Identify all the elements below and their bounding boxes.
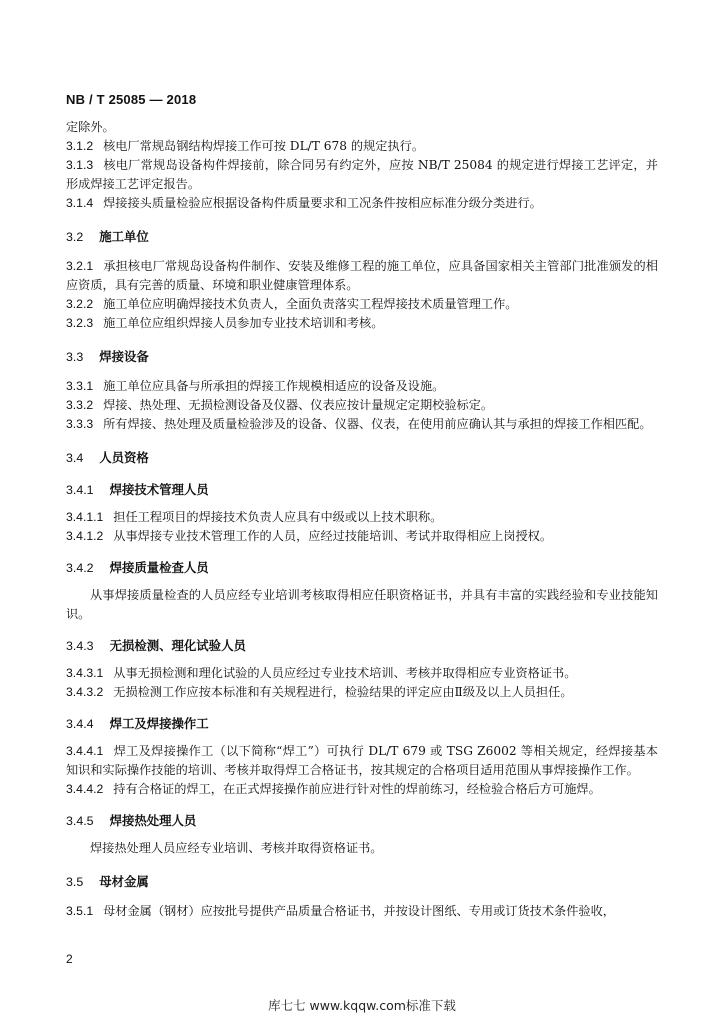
- clause-paragraph: [66, 527, 658, 546]
- clause-text: 焊接热处理人员应经专业培训、考核并取得资格证书。: [90, 841, 383, 855]
- standard-code-header: NB / T 25085 — 2018: [66, 92, 197, 107]
- clause-text: 从事无损检测和理化试验的人员应经过专业技术培训、考核并取得相应专业资格证书。: [113, 666, 577, 680]
- clause-paragraph: [66, 137, 658, 156]
- clause-text: 无损检测、理化试验人员: [109, 638, 246, 653]
- clause-number: 3.1.4: [66, 196, 94, 210]
- subsection-heading: [66, 558, 658, 578]
- subsection-heading: [66, 636, 658, 656]
- clause-text: 焊接接头质量检验应根据设备构件质量要求和工况条件按相应标准分级分类进行。: [103, 196, 542, 210]
- clause-number: 3.5: [66, 875, 84, 889]
- clause-text: 核电厂常规岛钢结构焊接工作可按 DL/T 678 的规定执行。: [103, 139, 425, 153]
- clause-paragraph: [66, 902, 658, 921]
- clause-text: 焊接质量检查人员: [109, 560, 209, 575]
- clause-number: 3.4.1.1: [66, 510, 104, 524]
- document-body: [66, 118, 658, 921]
- clause-number: 3.3: [66, 350, 84, 364]
- section-heading: [66, 872, 658, 892]
- clause-text: 从事焊接质量检查的人员应经专业培训考核取得相应任职资格证书，并具有丰富的实践经验和专业技能知识。: [66, 588, 658, 621]
- clause-text: 焊工及焊接操作工: [109, 716, 209, 731]
- clause-text: 焊接、热处理、无损检测设备及仪器、仪表应按计量规定定期校验标定。: [103, 398, 494, 412]
- clause-number: 3.4.3: [66, 639, 94, 653]
- clause-number: 3.1.2: [66, 139, 94, 153]
- clause-text: 定除外。: [66, 120, 115, 134]
- clause-number: 3.3.3: [66, 417, 94, 431]
- clause-number: 3.3.1: [66, 379, 94, 393]
- section-heading: [66, 347, 658, 367]
- clause-text: 母材金属: [99, 874, 149, 889]
- clause-text: 所有焊接、热处理及质量检验涉及的设备、仪器、仪表，在使用前应确认其与承担的焊接工作相匹配。: [103, 417, 652, 431]
- clause-paragraph: [66, 415, 658, 434]
- clause-text: 持有合格证的焊工，在正式焊接操作前应进行针对性的焊前练习，经检验合格后方可施焊。: [113, 782, 601, 796]
- page-number: 2: [66, 952, 73, 966]
- clause-number: 3.4.1.2: [66, 529, 104, 543]
- clause-paragraph: [66, 683, 658, 702]
- paragraph: [66, 586, 658, 624]
- clause-paragraph: [66, 742, 658, 780]
- clause-number: 3.5.1: [66, 904, 94, 918]
- subsection-heading: [66, 714, 658, 734]
- clause-number: 3.4.5: [66, 814, 94, 828]
- clause-text: 担任工程项目的焊接技术负责人应具有中级或以上技术职称。: [113, 510, 443, 524]
- clause-text: 施工单位: [99, 229, 149, 244]
- clause-number: 3.3.2: [66, 398, 94, 412]
- clause-number: 3.2.3: [66, 316, 94, 330]
- clause-number: 3.4.1: [66, 483, 94, 497]
- clause-text: 承担核电厂常规岛设备构件制作、安装及维修工程的施工单位，应具备国家相关主管部门批准颁发的相应资质，具有完善的质量、环境和职业健康管理体系。: [66, 259, 658, 292]
- clause-number: 3.4.4.1: [66, 744, 104, 758]
- clause-paragraph: [66, 396, 658, 415]
- clause-text: 施工单位应具备与所承担的焊接工作规模相适应的设备及设施。: [103, 379, 445, 393]
- clause-number: 3.2.2: [66, 297, 94, 311]
- clause-paragraph: [66, 377, 658, 396]
- section-heading: [66, 448, 658, 468]
- clause-text: 从事焊接专业技术管理工作的人员，应经过技能培训、考试并取得相应上岗授权。: [113, 529, 553, 543]
- paragraph: [66, 839, 658, 858]
- clause-number: 3.2: [66, 230, 84, 244]
- clause-paragraph: [66, 257, 658, 295]
- clause-paragraph: [66, 664, 658, 683]
- clause-text: 焊工及焊接操作工（以下简称“焊工”）可执行 DL/T 679 或 TSG Z6002 等相关规定，经焊接基本知识和实际操作技能的培训、考核并取得焊工合格证书，按其规定的合格项目适用范围从事焊接操作工作。: [66, 744, 658, 777]
- download-source-footer: 库七七 www.kqqw.com标准下载: [268, 998, 456, 1013]
- clause-text: 焊接技术管理人员: [109, 482, 209, 497]
- clause-paragraph: [66, 508, 658, 527]
- clause-paragraph: [66, 314, 658, 333]
- subsection-heading: [66, 480, 658, 500]
- clause-paragraph: [66, 780, 658, 799]
- clause-number: 3.4.3.2: [66, 685, 104, 699]
- clause-text: 核电厂常规岛设备构件焊接前，除合同另有约定外，应按 NB/T 25084 的规定进行焊接工艺评定，并形成焊接工艺评定报告。: [66, 158, 658, 191]
- clause-text: 焊接设备: [99, 349, 149, 364]
- clause-number: 3.4.4: [66, 717, 94, 731]
- clause-text: 无损检测工作应按本标准和有关规程进行，检验结果的评定应由Ⅱ级及以上人员担任。: [113, 685, 573, 699]
- clause-text: 焊接热处理人员: [109, 813, 197, 828]
- clause-paragraph: [66, 194, 658, 213]
- clause-number: 3.4: [66, 451, 84, 465]
- clause-number: 3.4.4.2: [66, 782, 104, 796]
- clause-number: 3.4.3.1: [66, 666, 104, 680]
- clause-paragraph: [66, 118, 658, 137]
- subsection-heading: [66, 811, 658, 831]
- clause-paragraph: [66, 156, 658, 194]
- clause-paragraph: [66, 295, 658, 314]
- clause-number: 3.4.2: [66, 561, 94, 575]
- clause-number: 3.2.1: [66, 259, 94, 273]
- clause-text: 人员资格: [99, 450, 149, 465]
- section-heading: [66, 227, 658, 247]
- clause-number: 3.1.3: [66, 158, 94, 172]
- clause-text: 母材金属（钢材）应按批号提供产品质量合格证书，并按设计图纸、专用或订货技术条件验收，: [103, 904, 615, 918]
- clause-text: 施工单位应明确焊接技术负责人，全面负责落实工程焊接技术质量管理工作。: [103, 297, 518, 311]
- clause-text: 施工单位应组织焊接人员参加专业技术培训和考核。: [103, 316, 384, 330]
